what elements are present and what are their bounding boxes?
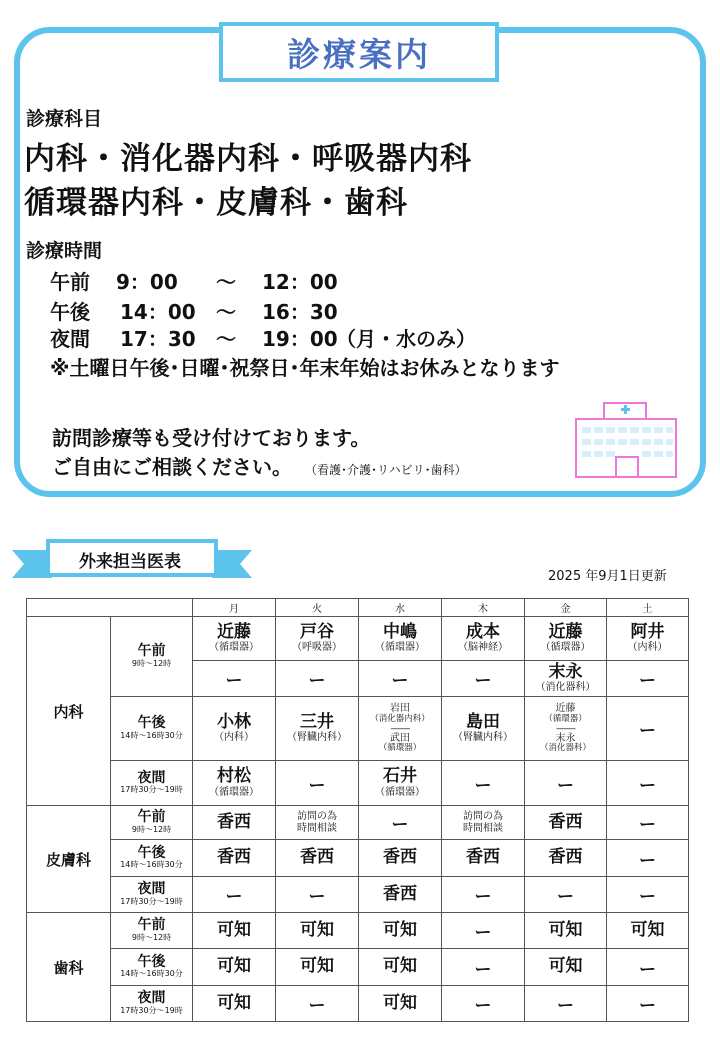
table-row xyxy=(27,913,689,949)
schedule-table xyxy=(26,598,689,1022)
schedule-cell xyxy=(276,877,359,913)
table-row xyxy=(27,697,689,761)
time-slot-hours: 14時～16時30分 xyxy=(120,860,183,870)
schedule-cell xyxy=(276,949,359,986)
schedule-cell xyxy=(359,661,442,697)
day-header: 火 xyxy=(276,599,359,617)
no-doctor-dash: ー xyxy=(308,671,326,691)
time-slot-cell xyxy=(111,761,193,806)
hours-start: 14：00 xyxy=(120,300,196,324)
time-slot-hours: 9時～12時 xyxy=(131,932,172,942)
day-header: 木 xyxy=(442,599,525,617)
schedule-cell xyxy=(276,661,359,697)
doctor-name: 可知 xyxy=(217,956,251,977)
visit-line-2 xyxy=(52,451,467,480)
departments-line-1: 内科・消化器内科・呼吸器内科 xyxy=(24,141,472,177)
schedule-cell xyxy=(359,986,442,1022)
doctor-name: 近藤 xyxy=(555,703,576,715)
doctor-name: 香西 xyxy=(217,847,251,868)
no-doctor-dash: ー xyxy=(557,996,574,1016)
doctor-name: 可知 xyxy=(548,919,583,940)
time-slot-hours: 17時30分～19時 xyxy=(120,1005,183,1015)
department-cell: 歯科 xyxy=(27,913,111,1022)
doctor-name: 香西 xyxy=(300,847,334,868)
time-slot-cell xyxy=(111,840,193,877)
schedule-cell xyxy=(442,986,525,1022)
doctor-name: 石井 xyxy=(383,766,417,787)
schedule-cell xyxy=(359,617,442,661)
schedule-cell xyxy=(276,617,359,661)
schedule-cell xyxy=(525,806,607,840)
doctor-name: 可知 xyxy=(383,956,417,977)
no-doctor-dash: ー xyxy=(225,671,243,691)
hours-end: 12：00 xyxy=(262,270,338,294)
doctor-name: 香西 xyxy=(383,847,417,868)
no-doctor-dash: ー xyxy=(225,887,243,907)
doctor-specialty: （循環器） xyxy=(544,713,587,724)
doctor-specialty: （循環器） xyxy=(209,642,259,654)
time-slot-name: 午後 xyxy=(137,715,166,732)
schedule-cell xyxy=(276,986,359,1022)
day-header: 金 xyxy=(525,599,607,617)
no-doctor-dash: ー xyxy=(639,996,656,1016)
department-cell: 内科 xyxy=(27,617,111,806)
schedule-cell xyxy=(193,913,276,949)
schedule-cell xyxy=(193,697,276,761)
time-slot-cell xyxy=(111,913,193,949)
divider-dashes: ---------- xyxy=(556,723,575,733)
doctor-specialty: （循環器） xyxy=(209,786,259,798)
doctor-name: 近藤 xyxy=(548,621,583,642)
schedule-cell xyxy=(442,697,525,761)
hours-sep: 〜 xyxy=(216,270,236,294)
schedule-cell xyxy=(442,661,525,697)
divider-dashes: ---------- xyxy=(390,723,410,733)
schedule-cell xyxy=(442,913,525,949)
hours-name: 午前 xyxy=(50,270,90,294)
schedule-cell xyxy=(276,761,359,806)
no-doctor-dash: ー xyxy=(474,959,492,980)
visit-line-1: 訪問診療等も受け付けております。 xyxy=(52,426,371,450)
no-doctor-dash: ー xyxy=(557,775,574,796)
doctor-name: 可知 xyxy=(383,919,417,940)
doctor-name: 末永 xyxy=(548,661,583,682)
time-slot-name: 午後 xyxy=(137,844,166,861)
doctor-specialty: （消化器科） xyxy=(539,743,591,753)
table-row xyxy=(27,949,689,986)
time-slot-name: 午前 xyxy=(137,917,166,934)
hours-end: 19：00 xyxy=(262,327,338,351)
doctor-name: 可知 xyxy=(300,956,334,977)
doctor-name: 香西 xyxy=(217,811,251,832)
doctor-name: 可知 xyxy=(548,956,583,977)
time-slot-name: 午前 xyxy=(137,643,166,660)
time-slot-name: 夜間 xyxy=(137,881,166,898)
doctor-name: 島田 xyxy=(466,711,500,732)
no-doctor-dash: ー xyxy=(308,887,326,907)
doctor-name: 香西 xyxy=(548,811,583,832)
schedule-cell xyxy=(607,661,689,697)
schedule-cell xyxy=(359,913,442,949)
schedule-cell xyxy=(525,986,607,1022)
schedule-cell xyxy=(276,840,359,877)
doctor-name: 中嶋 xyxy=(383,621,417,642)
schedule-cell xyxy=(442,806,525,840)
doctor-name: 成本 xyxy=(466,621,500,642)
schedule-cell xyxy=(276,913,359,949)
doctor-name: 三井 xyxy=(300,711,334,732)
doctor-specialty: （消化器科） xyxy=(535,682,596,694)
schedule-cell xyxy=(276,806,359,840)
doctor-specialty: （呼吸器） xyxy=(292,642,342,654)
table-row xyxy=(27,986,689,1022)
schedule-cell xyxy=(193,986,276,1022)
hours-label: 診療時間 xyxy=(26,240,103,262)
table-row xyxy=(27,806,689,840)
day-header: 水 xyxy=(359,599,442,617)
doctor-name: 戸谷 xyxy=(300,621,334,642)
day-header: 月 xyxy=(193,599,276,617)
schedule-cell xyxy=(193,661,276,697)
doctor-specialty: （内科） xyxy=(627,642,668,654)
schedule-cell xyxy=(525,617,607,661)
schedule-cell xyxy=(525,913,607,949)
no-doctor-dash: ー xyxy=(474,887,492,907)
doctor-specialty: （腎臓内科） xyxy=(453,732,513,744)
hours-note: （月・水のみ） xyxy=(336,327,476,351)
table-row xyxy=(27,840,689,877)
schedule-cell xyxy=(525,661,607,697)
schedule-cell xyxy=(525,949,607,986)
doctor-name: 可知 xyxy=(217,992,251,1013)
schedule-cell xyxy=(359,840,442,877)
schedule-cell xyxy=(193,840,276,877)
table-row xyxy=(27,877,689,913)
time-slot-name: 午後 xyxy=(137,953,166,970)
schedule-title: 外来担当医表 xyxy=(79,551,181,572)
table-row xyxy=(27,761,689,806)
header-blank xyxy=(27,599,193,617)
time-slot-cell xyxy=(111,877,193,913)
no-doctor-dash: ー xyxy=(639,850,656,871)
doctor-name: 阿井 xyxy=(630,621,665,642)
time-slot-hours: 17時30分～19時 xyxy=(120,896,183,906)
hospital-icon xyxy=(574,401,680,481)
doctor-specialty: （循環器） xyxy=(375,786,425,798)
schedule-cell xyxy=(193,617,276,661)
doctor-name: 可知 xyxy=(300,919,334,940)
consult-note: 時間相談 xyxy=(297,822,337,834)
time-slot-cell xyxy=(111,806,193,840)
no-doctor-dash: ー xyxy=(639,721,656,741)
doctor-specialty: （消化器内科） xyxy=(370,713,430,724)
schedule-cell xyxy=(442,877,525,913)
hours-start: 9：00 xyxy=(116,270,178,294)
no-doctor-dash: ー xyxy=(308,775,326,796)
doctor-name: 可知 xyxy=(217,919,251,940)
doctor-specialty: （脳神経） xyxy=(458,642,508,654)
time-slot-hours: 9時～12時 xyxy=(131,658,172,668)
doctor-name: 末永 xyxy=(555,732,576,744)
schedule-cell xyxy=(525,697,607,761)
no-doctor-dash: ー xyxy=(557,887,574,907)
hours-name: 午後 xyxy=(50,300,90,324)
hours-end: 16：30 xyxy=(262,300,338,324)
schedule-cell xyxy=(607,877,689,913)
schedule-cell xyxy=(442,761,525,806)
schedule-cell xyxy=(193,949,276,986)
visit-small-note: （看護･介護･リハビリ･歯科） xyxy=(304,463,467,477)
updated-date: 2025 年9月1日更新 xyxy=(548,569,667,584)
hours-start: 17：30 xyxy=(120,327,196,351)
title-banner xyxy=(219,22,499,82)
schedule-cell xyxy=(607,806,689,840)
schedule-cell xyxy=(607,617,689,661)
no-doctor-dash: ー xyxy=(391,671,409,691)
time-slot-name: 夜間 xyxy=(137,990,166,1007)
doctor-name: 武田 xyxy=(390,732,410,744)
schedule-cell xyxy=(442,840,525,877)
time-slot-hours: 14時～16時30分 xyxy=(120,730,183,740)
schedule-cell xyxy=(359,697,442,761)
time-slot-cell xyxy=(111,617,193,697)
consult-note: 訪問の為 xyxy=(463,811,503,822)
doctor-specialty: （内科） xyxy=(214,732,254,744)
doctor-name: 可知 xyxy=(630,919,665,940)
department-cell: 皮膚科 xyxy=(27,806,111,913)
doctor-name: 村松 xyxy=(217,766,251,787)
doctor-name: 小林 xyxy=(217,711,251,732)
doctor-name: 香西 xyxy=(383,883,417,904)
schedule-cell xyxy=(525,877,607,913)
time-slot-cell xyxy=(111,949,193,986)
hours-sep: 〜 xyxy=(216,300,236,324)
time-slot-name: 午前 xyxy=(137,809,166,826)
consult-note: 時間相談 xyxy=(463,822,503,834)
departments-label: 診療科目 xyxy=(26,108,103,130)
schedule-cell xyxy=(442,949,525,986)
schedule-cell xyxy=(193,806,276,840)
time-slot-hours: 17時30分～19時 xyxy=(120,785,183,795)
doctor-name: 香西 xyxy=(466,847,500,868)
no-doctor-dash: ー xyxy=(474,923,492,943)
doctor-specialty: （循環器） xyxy=(540,642,591,654)
consult-note: 訪問の為 xyxy=(297,811,337,822)
no-doctor-dash: ー xyxy=(391,815,409,835)
no-doctor-dash: ー xyxy=(639,959,656,980)
time-slot-cell xyxy=(111,986,193,1022)
hours-name: 夜間 xyxy=(50,327,90,351)
header-row xyxy=(27,599,689,617)
schedule-cell xyxy=(359,877,442,913)
schedule-cell xyxy=(607,949,689,986)
schedule-cell xyxy=(607,840,689,877)
schedule-cell xyxy=(607,697,689,761)
schedule-cell xyxy=(359,761,442,806)
doctor-name: 香西 xyxy=(548,847,583,868)
table-row xyxy=(27,617,689,661)
hours-sep: 〜 xyxy=(216,327,236,351)
schedule-cell xyxy=(276,697,359,761)
schedule-cell xyxy=(359,806,442,840)
no-doctor-dash: ー xyxy=(474,996,492,1016)
schedule-cell xyxy=(442,617,525,661)
schedule-cell xyxy=(607,986,689,1022)
schedule-cell xyxy=(607,761,689,806)
schedule-cell xyxy=(193,761,276,806)
doctor-specialty: （腎臓内科） xyxy=(287,732,347,744)
schedule-cell xyxy=(525,840,607,877)
departments-line-2: 循環器内科・皮膚科・歯科 xyxy=(24,185,408,221)
no-doctor-dash: ー xyxy=(474,671,492,691)
visit-line-2-text: ご自由にご相談ください。 xyxy=(52,455,292,479)
no-doctor-dash: ー xyxy=(474,775,492,796)
doctor-specialty: （循環器） xyxy=(378,743,422,753)
time-slot-hours: 14時～16時30分 xyxy=(120,969,183,979)
schedule-cell xyxy=(607,913,689,949)
doctor-name: 可知 xyxy=(383,992,417,1013)
time-slot-cell xyxy=(111,697,193,761)
day-header: 土 xyxy=(607,599,689,617)
time-slot-hours: 9時～12時 xyxy=(131,824,172,834)
schedule-cell xyxy=(193,877,276,913)
no-doctor-dash: ー xyxy=(308,996,326,1016)
doctor-specialty: （循環器） xyxy=(375,642,425,654)
time-slot-name: 夜間 xyxy=(137,769,166,786)
no-doctor-dash: ー xyxy=(639,671,656,691)
no-doctor-dash: ー xyxy=(639,775,656,796)
schedule-cell xyxy=(359,949,442,986)
no-doctor-dash: ー xyxy=(639,815,656,835)
closed-note: ※土曜日午後･日曜･祝祭日･年末年始はお休みとなります xyxy=(50,356,560,380)
doctor-name: 近藤 xyxy=(217,621,251,642)
page-title: 診療案内 xyxy=(287,34,431,74)
no-doctor-dash: ー xyxy=(639,887,656,907)
doctor-name: 岩田 xyxy=(390,703,410,715)
schedule-cell xyxy=(525,761,607,806)
